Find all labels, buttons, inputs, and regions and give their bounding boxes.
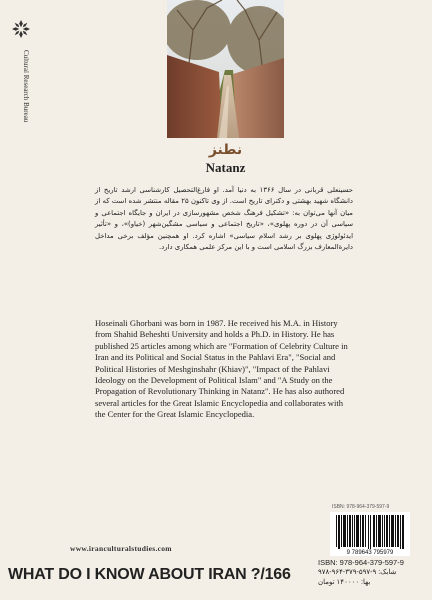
isbn-english: ISBN: 978-964-379-597-9: [318, 558, 404, 567]
title-english: Natanz: [205, 160, 246, 175]
isbn-persian: شابک: ۹-۵۹۷-۳۷۹-۹۶۴-۹۷۸: [318, 569, 397, 576]
series-title: WHAT DO I KNOW ABOUT IRAN ?/166: [8, 566, 291, 583]
isbn-block: [318, 558, 432, 588]
title-persian: نطنز: [208, 142, 243, 158]
barcode-digits: 9 789643 795979: [346, 550, 394, 556]
publisher-logo-icon: [12, 20, 30, 38]
barcode: [330, 512, 410, 556]
cover-photo: [167, 0, 284, 138]
publisher-strip: [0, 0, 40, 600]
author-bio-english: Hoseinali Ghorbani was born in 1987. He received his M.A. in History from Shahid Beheshti University and holds a Ph.D. in History. He has published 25 articles among which are "Formation of Celebrity Culture in Iran and its Political and Social Status in the Pahlavi Era", "Social and Political Histories of Meshginshahr (Khiav)", "Impact of the Pahlavi Ideology on the Development of Political Islam" and "A Study on the Propagation of Revolutionary Thinking in Natanz". He has also authored several articles for the Great Islamic Encyclopedia and collaborates with the Center for the Great Islamic Encyclopedia.: [95, 318, 348, 420]
author-bio-persian: حسینعلی قربانی در سال ۱۳۶۶ به دنیا آمد. او فارغ‌التحصیل کارشناسی ارشد تاریخ از دانشگاه شهید بهشتی و دکترای تاریخ است. از وی تاکنون ۲۵ مقاله منتشر شده است که از میان آنها می‌توان به: «تشکیل فرهنگ شخص مشهورسازی در ایران و جایگاه اجتماعی و سیاسی آن در دوره پهلوی»، «تاریخ اجتماعی و سیاسی مشگین‌شهر (خیاو)»، و «تأثیر ایدئولوژی پهلوی بر رشد اسلام سیاسی» اشاره کرد. او همچنین مؤلف برخی مداخل دایرةالمعارف بزرگ اسلامی است و با این مرکز علمی همکاری دارد.: [95, 186, 353, 252]
website-url: www.iranculturalstudies.com: [70, 544, 172, 553]
isbn-small: ISBN: 978-964-379-597-9: [332, 504, 390, 510]
price: بها: ۱۴۰۰۰۰ تومان: [318, 579, 371, 586]
publisher-name: Cultural Research Bureau: [22, 50, 30, 123]
